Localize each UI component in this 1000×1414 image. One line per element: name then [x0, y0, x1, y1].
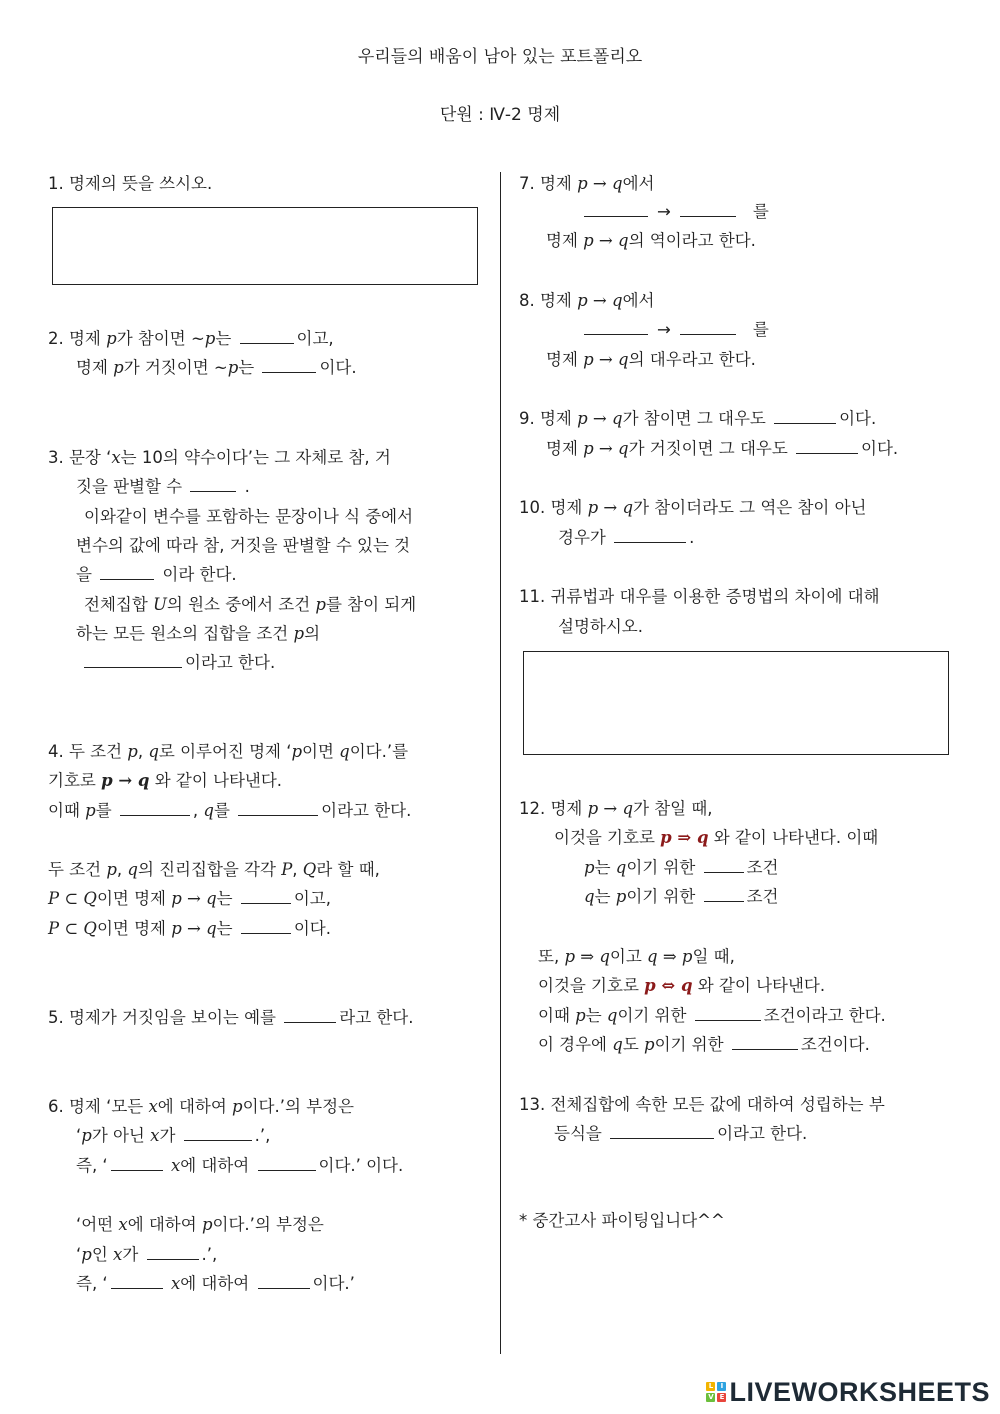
q9-line1: 9. 명제 p → q가 참이면 그 대우도 이다. [519, 409, 877, 428]
q11-line2: 설명하시오. [558, 617, 643, 636]
q8-line3: 명제 p → q의 대우라고 한다. [546, 350, 756, 369]
q9-blank-2[interactable] [796, 438, 858, 454]
q12-line8: 이 경우에 q도 p이기 위한 조건이다. [538, 1035, 870, 1054]
q4-blank-1[interactable] [120, 800, 190, 816]
q13-line1: 13. 전체집합에 속한 모든 값에 대하여 성립하는 부 [519, 1095, 885, 1114]
logo-cell-i: I [717, 1382, 726, 1391]
q6-line4: ‘어떤 x에 대하여 p이다.’의 부정은 [76, 1215, 324, 1234]
q7-blank-1[interactable] [584, 201, 648, 217]
q5-blank[interactable] [284, 1007, 336, 1023]
q4-blank-2[interactable] [238, 800, 318, 816]
q4-blank-4[interactable] [241, 918, 291, 934]
q4-line2: 기호로 p → q 와 같이 나타낸다. [48, 771, 283, 790]
q6-line1: 6. 명제 ‘모든 x에 대하여 p이다.’의 부정은 [48, 1097, 354, 1116]
q1-prompt: 1. 명제의 뜻을 쓰시오. [48, 174, 213, 193]
q10-blank[interactable] [614, 527, 686, 543]
q4-line5: P ⊂ Q이면 명제 p → q는 이고, [48, 889, 331, 908]
q6-blank-1[interactable] [184, 1125, 252, 1141]
q13-line2: 등식을 이라고 한다. [554, 1124, 808, 1143]
q2-line1: 2. 명제 p가 참이면 ~p는 이고, [48, 329, 334, 348]
q4-line6: P ⊂ Q이면 명제 p → q는 이다. [48, 919, 331, 938]
q3-line2: 짓을 판별할 수 . [76, 477, 250, 496]
liveworksheets-logo [706, 1376, 990, 1408]
worksheet-title: 우리들의 배움이 남아 있는 포트폴리오 [357, 47, 643, 67]
q7-blank-2[interactable] [680, 201, 736, 217]
q2-blank-1[interactable] [240, 328, 294, 344]
q6-blank-6[interactable] [258, 1273, 310, 1289]
q6-blank-2[interactable] [111, 1155, 163, 1171]
q12-blank-2[interactable] [704, 886, 744, 902]
q12-line6: 이것을 기호로 p ⇔ q 와 같이 나타낸다. [538, 976, 826, 995]
q1-answer-box[interactable] [52, 207, 478, 285]
q6-line6: 즉, ‘ x에 대하여 이다.’ [76, 1274, 355, 1293]
q11-answer-box[interactable] [523, 651, 949, 755]
q7-line1: 7. 명제 p → q에서 [519, 174, 655, 193]
q12-blank-3[interactable] [695, 1005, 761, 1021]
q8-blank-2[interactable] [680, 319, 736, 335]
q3-line1: 3. 문장 ‘x는 10의 약수이다’는 그 자체로 참, 거 [48, 448, 391, 467]
q10-line2: 경우가 . [558, 528, 695, 547]
column-divider [500, 172, 501, 1354]
q6-blank-5[interactable] [111, 1273, 163, 1289]
q3-line4: 변수의 값에 따라 참, 거짓을 판별할 수 있는 것 [76, 536, 411, 555]
q12-line1: 12. 명제 p → q가 참일 때, [519, 799, 713, 818]
logo-cell-l: L [706, 1382, 715, 1391]
q12-line5: 또, p ⇒ q이고 q ⇒ p일 때, [538, 947, 735, 966]
q11-line1: 11. 귀류법과 대우를 이용한 증명법의 차이에 대해 [519, 587, 880, 606]
q12-line4: q는 p이기 위한 조건 [584, 887, 779, 906]
q3-line6: 전체집합 U의 원소 중에서 조건 p를 참이 되게 [84, 595, 417, 614]
q8-blank-1[interactable] [584, 319, 648, 335]
q6-blank-3[interactable] [258, 1155, 316, 1171]
q3-blank-3[interactable] [84, 652, 182, 668]
q9-line2: 명제 p → q가 거짓이면 그 대우도 이다. [546, 439, 899, 458]
q5-line: 5. 명제가 거짓임을 보이는 예를 라고 한다. [48, 1008, 414, 1027]
footnote: * 중간고사 파이팅입니다^^ [519, 1211, 725, 1230]
q7-line2: → 를 [584, 201, 769, 223]
q3-line5: 을 이라 한다. [76, 565, 237, 584]
q3-line8: 이라고 한다. [84, 652, 275, 674]
q4-blank-3[interactable] [241, 888, 291, 904]
q8-line2: → 를 [584, 319, 769, 341]
q3-blank-1[interactable] [190, 476, 236, 492]
unit-label: 단원 : Ⅳ-2 명제 [439, 105, 561, 125]
logo-cell-e: E [717, 1393, 726, 1402]
q2-blank-2[interactable] [262, 357, 316, 373]
q4-line4: 두 조건 p, q의 진리집합을 각각 P, Q라 할 때, [48, 860, 380, 879]
q3-line3: 이와같이 변수를 포함하는 문장이나 식 중에서 [84, 507, 414, 526]
logo-cell-v: V [708, 1393, 714, 1401]
q3-line7: 하는 모든 원소의 집합을 조건 p의 [76, 624, 321, 643]
q12-line2: 이것을 기호로 p ⇒ q 와 같이 나타낸다. 이때 [554, 828, 879, 847]
q8-line1: 8. 명제 p → q에서 [519, 291, 655, 310]
q12-blank-4[interactable] [732, 1034, 798, 1050]
q9-blank-1[interactable] [774, 408, 836, 424]
q12-line7: 이때 p는 q이기 위한 조건이라고 한다. [538, 1006, 886, 1025]
q4-line1: 4. 두 조건 p, q로 이루어진 명제 ‘p이면 q이다.’를 [48, 742, 409, 761]
q6-line2: ‘p가 아닌 x가 .’, [76, 1126, 271, 1145]
q6-blank-4[interactable] [147, 1244, 199, 1260]
q13-blank[interactable] [610, 1123, 714, 1139]
q12-line3: p는 q이기 위한 조건 [584, 858, 779, 877]
q7-line3: 명제 p → q의 역이라고 한다. [546, 231, 756, 250]
q6-line5: ‘p인 x가 .’, [76, 1245, 218, 1264]
q10-line1: 10. 명제 p → q가 참이더라도 그 역은 참이 아닌 [519, 498, 867, 517]
logo-mark-icon [706, 1382, 726, 1402]
q2-line2: 명제 p가 거짓이면 ~p는 이다. [76, 358, 357, 377]
q3-blank-2[interactable] [100, 564, 154, 580]
logo-text: LIVEWORKSHEETS [729, 1376, 990, 1407]
q12-blank-1[interactable] [704, 857, 744, 873]
q4-line3: 이때 p를 , q를 이라고 한다. [48, 801, 412, 820]
q6-line3: 즉, ‘ x에 대하여 이다.’ 이다. [76, 1156, 404, 1175]
